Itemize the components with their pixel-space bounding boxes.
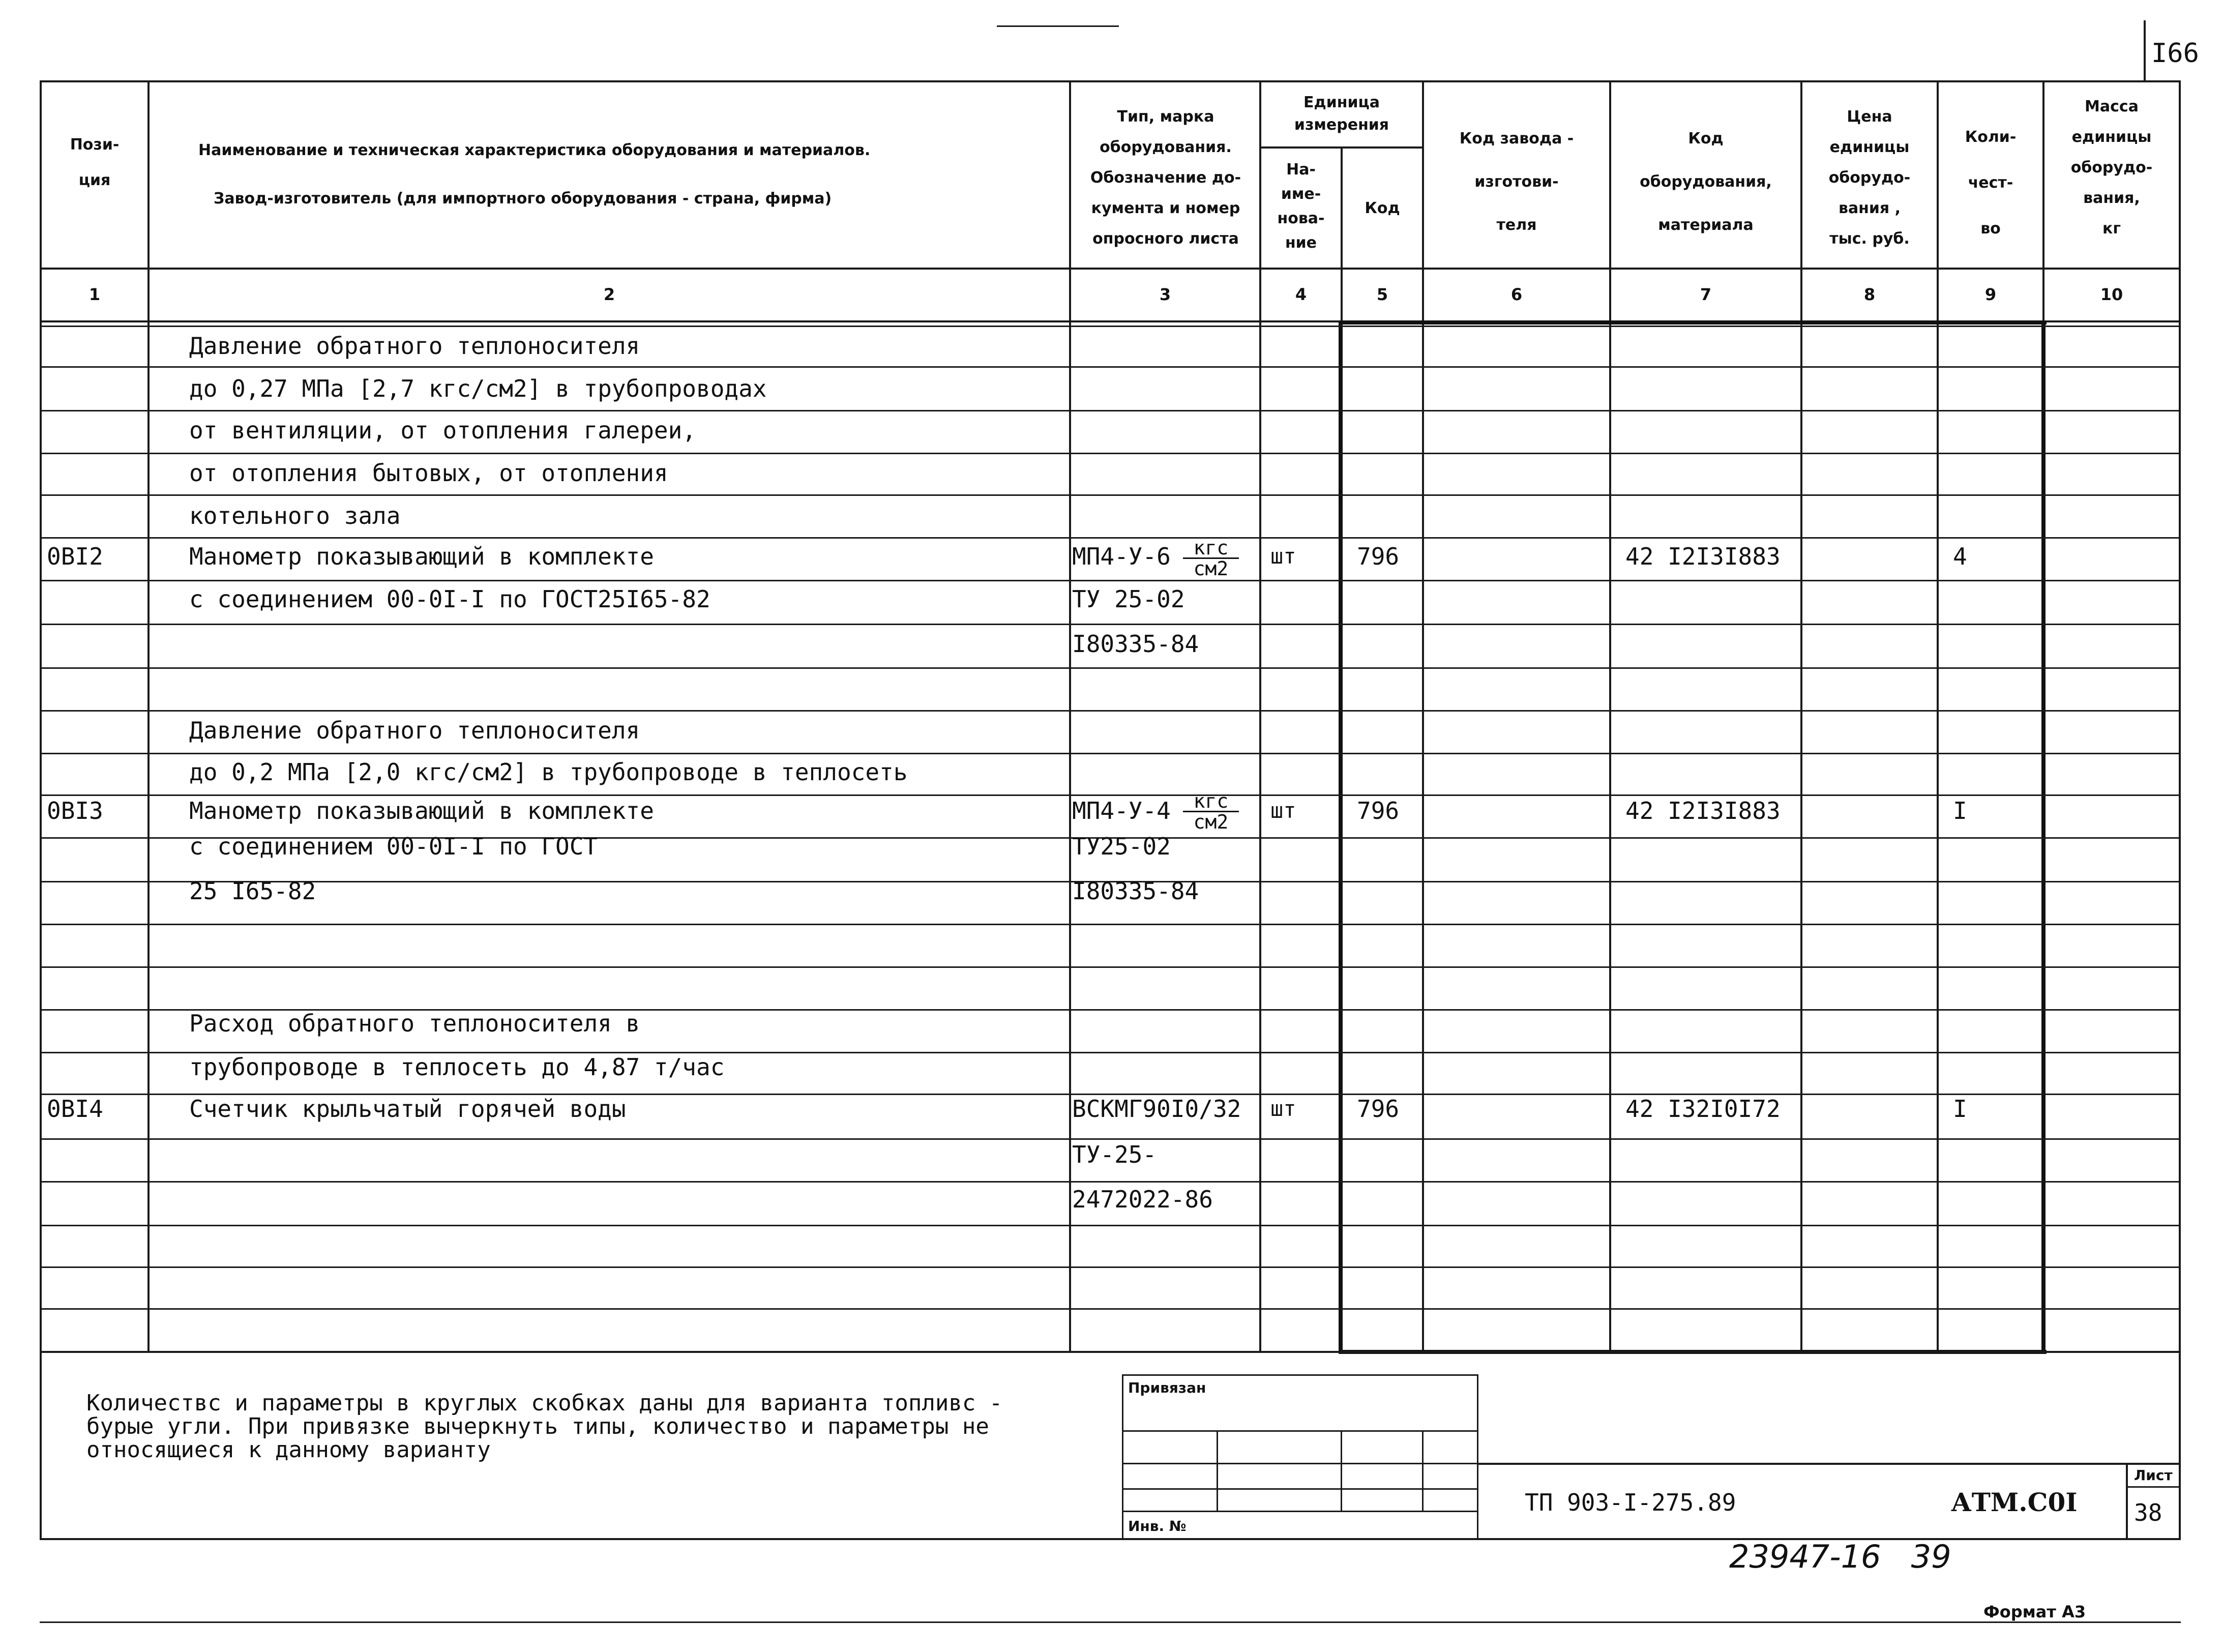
cell-type: ТУ25-02	[1072, 833, 1171, 860]
header-col10-l2: единицы	[2071, 128, 2152, 146]
cell-type: МП4-У-6	[1072, 543, 1171, 570]
header-col6-l3: теля	[1496, 216, 1537, 234]
cell-type: ТУ 25-02	[1072, 585, 1185, 613]
cell-name: с соединением 00-0I-I по ГОСТ25I65-82	[189, 585, 710, 613]
doc-code: ТП 903-I-275.89	[1525, 1489, 1736, 1516]
cell-type: МП4-У-4	[1072, 797, 1171, 824]
header-col4-l2: име-	[1281, 185, 1321, 203]
fraction-kgs-2	[1183, 791, 1239, 832]
fraction-den: см2	[1193, 811, 1229, 833]
cell-quantity: I	[1953, 1095, 1967, 1123]
row-divider	[40, 624, 2181, 625]
cell-type: I80335-84	[1072, 630, 1199, 658]
cell-name: 25 I65-82	[189, 877, 316, 905]
cell-equipment-code: 42 I32I0I72	[1625, 1095, 1781, 1123]
header-col8-l5: тыс. руб.	[1829, 230, 1910, 248]
cell-unit-code: 796	[1357, 797, 1400, 824]
header-col10-l5: кг	[2102, 220, 2121, 238]
col-divider-2	[1069, 80, 1071, 1352]
col-divider-6	[1609, 80, 1611, 1352]
stamp-line	[1341, 1430, 1342, 1512]
header-col9	[1939, 114, 2042, 252]
row-divider	[40, 366, 2181, 368]
handwritten-number: 23947-16 39	[1729, 1538, 1951, 1575]
header-col8-l3: оборудо-	[1828, 169, 1911, 187]
stamp-line	[1122, 1463, 1478, 1464]
footer-note	[86, 1392, 1002, 1462]
header-col1-l1: Пози-	[70, 136, 120, 154]
cell-name: от вентиляции, от отопления галереи,	[189, 417, 696, 444]
sheet-number: 38	[2134, 1499, 2162, 1526]
header-col3	[1072, 102, 1259, 254]
header-col8-l2: единицы	[1829, 138, 1910, 156]
cell-quantity: 4	[1953, 543, 1967, 570]
page-number-border	[2144, 20, 2146, 81]
header-col3-l3: Обозначение до-	[1090, 169, 1241, 187]
format-label: Формат А3	[1983, 1602, 2086, 1621]
fraction-den: см2	[1193, 557, 1229, 580]
header-col6-l1: Код завода -	[1459, 130, 1574, 148]
col-number-5: 5	[1376, 285, 1388, 304]
row-divider	[40, 580, 2181, 581]
header-col7	[1611, 117, 1800, 247]
header-col1-l2: ция	[78, 171, 111, 189]
header-col9-l1: Коли-	[1965, 128, 2017, 146]
col-divider-8	[1937, 80, 1939, 1352]
header-col8-l4: вания ,	[1838, 199, 1901, 217]
stamp-line	[1477, 1374, 1478, 1539]
col-number-8: 8	[1863, 285, 1876, 304]
col-divider-5	[1422, 80, 1424, 1352]
row-divider	[40, 1266, 2181, 1268]
header-col2	[198, 126, 1063, 223]
col-number-1: 1	[88, 285, 101, 304]
fraction-num: кгс	[1183, 791, 1239, 812]
row-divider	[40, 494, 2181, 496]
cell-unit-code: 796	[1357, 1095, 1400, 1123]
cell-type: ТУ-25-	[1072, 1141, 1157, 1168]
page-number: I66	[2151, 38, 2199, 69]
table-top-border	[40, 80, 2181, 82]
sheet-code: АТМ.С0I	[1951, 1487, 2078, 1517]
row-divider	[40, 924, 2181, 925]
cell-quantity: I	[1953, 797, 1967, 824]
title-block-top	[1478, 1463, 2180, 1465]
fraction-kgs-1	[1183, 538, 1239, 578]
cell-type: ВСКМГ90I0/32	[1072, 1095, 1241, 1123]
header-col10-l4: вания,	[2083, 189, 2140, 207]
stamp-line	[1122, 1511, 1478, 1512]
row-divider	[40, 667, 2181, 669]
cell-name: Расход обратного теплоносителя в	[189, 1010, 640, 1037]
header-col3-l5: опросного листа	[1092, 230, 1239, 248]
cell-unit: шт	[1270, 1096, 1296, 1121]
cell-name: Давление обратного теплоносителя	[189, 717, 640, 744]
header-col7-l2: оборудования,	[1640, 173, 1772, 191]
cell-unit: шт	[1270, 544, 1296, 569]
header-col4	[1261, 158, 1341, 255]
col-number-10: 10	[2100, 285, 2123, 304]
header-col3-l2: оборудования.	[1100, 138, 1232, 156]
header-col1	[42, 127, 147, 198]
cell-name: Счетчик крыльчатый горячей воды	[189, 1095, 626, 1123]
cell-position: 0BI2	[47, 543, 103, 570]
bottom-rule	[40, 1621, 2181, 1623]
stamp-privyazan-label: Привязан	[1128, 1379, 1206, 1396]
col-number-6: 6	[1510, 285, 1523, 304]
sheet-label: Лист	[2134, 1467, 2173, 1484]
row-divider	[40, 453, 2181, 454]
stamp-line	[1122, 1488, 1478, 1490]
row-divider	[40, 710, 2181, 712]
table-right-border	[2179, 80, 2181, 1539]
col-number-3: 3	[1159, 285, 1171, 304]
cell-unit-code: 796	[1357, 543, 1400, 570]
cell-name: котельного зала	[189, 502, 401, 529]
header-col10-l3: оборудо-	[2070, 159, 2153, 176]
stamp-line	[1122, 1374, 1478, 1376]
header-col7-l3: материала	[1658, 216, 1754, 234]
header-col4-l3: нова-	[1277, 210, 1325, 227]
stamp-inv-label: Инв. №	[1128, 1518, 1187, 1535]
col-number-7: 7	[1700, 285, 1712, 304]
header-bottom-border	[40, 268, 2181, 270]
header-col10-l1: Масса	[2085, 98, 2139, 115]
top-dash	[997, 25, 1119, 27]
cell-position: 0BI3	[47, 797, 103, 824]
header-col2-l2: Завод-изготовитель (для импортного оборудования - страна, фирма)	[214, 190, 832, 208]
row-divider	[40, 1181, 2181, 1183]
col-number-9: 9	[1984, 285, 1997, 304]
cell-name: Давление обратного теплоносителя	[189, 332, 640, 360]
sheet-box-divider	[2126, 1486, 2180, 1488]
header-col9-l3: во	[1980, 220, 2001, 238]
row-divider	[40, 326, 2181, 327]
header-col9-l2: чест-	[1968, 174, 2013, 192]
header-col3-l1: Тип, марка	[1117, 108, 1214, 126]
note-line-2: бурые угли. При привязке вычеркнуть типы, количество и параметры не	[86, 1413, 989, 1439]
header-col8-l1: Цена	[1847, 108, 1892, 126]
col-divider-3	[1259, 80, 1261, 1352]
cell-equipment-code: 42 I2I3I883	[1625, 797, 1781, 824]
header-col5: Код	[1365, 199, 1400, 217]
row-divider	[40, 966, 2181, 968]
table-body-bottom	[40, 1351, 2181, 1353]
header-col3-l4: кумента и номер	[1091, 199, 1240, 217]
row-divider	[40, 1308, 2181, 1310]
row-divider	[40, 410, 2181, 411]
header-col6	[1424, 117, 1609, 247]
cell-unit: шт	[1270, 798, 1296, 823]
cell-name: трубопроводе в теплосеть до 4,87 т/час	[189, 1053, 725, 1081]
row-divider	[40, 753, 2181, 754]
cell-name: с соединением 00-0I-I по ГОСТ	[189, 833, 598, 860]
cell-type: 2472022-86	[1072, 1186, 1213, 1213]
header-unit-top	[1261, 92, 1422, 136]
stamp-line	[1122, 1374, 1123, 1539]
cell-name: до 0,27 МПа [2,7 кгс/см2] в трубопроводах	[189, 375, 767, 402]
fraction-num: кгс	[1183, 538, 1239, 559]
cell-name: Манометр показывающий в комплекте	[189, 797, 654, 824]
row-divider	[40, 1225, 2181, 1226]
cell-name: Манометр показывающий в комплекте	[189, 543, 654, 570]
stamp-line	[1122, 1430, 1478, 1432]
header-col4-l1: На-	[1286, 161, 1316, 179]
cell-equipment-code: 42 I2I3I883	[1625, 543, 1781, 570]
cell-name: до 0,2 МПа [2,0 кгс/см2] в трубопроводе в теплосеть	[189, 758, 908, 786]
note-line-3: относящиеся к данному варианту	[86, 1437, 491, 1463]
row-divider	[40, 537, 2181, 539]
stamp-line	[1422, 1430, 1424, 1512]
col-divider-7	[1800, 80, 1802, 1352]
col-number-4: 4	[1295, 285, 1307, 304]
header-col6-l2: изготови-	[1474, 173, 1559, 191]
header-col8	[1802, 102, 1937, 254]
stamp-line	[1217, 1430, 1218, 1512]
header-col7-l1: Код	[1688, 130, 1724, 148]
header-unit-l2: измерения	[1294, 116, 1389, 134]
col-divider-1	[147, 80, 150, 1352]
cell-name: от отопления бытовых, от отопления	[189, 459, 668, 487]
cell-type: I80335-84	[1072, 877, 1199, 905]
note-line-1: Количествс и параметры в круглых скобках даны для варианта топливс -	[86, 1390, 1003, 1416]
sheet-box-left	[2126, 1463, 2128, 1539]
header-col4-l4: ние	[1285, 234, 1317, 252]
header-col10	[2044, 92, 2179, 244]
header-unit-l1: Единица	[1303, 94, 1380, 111]
thick-frame-top	[1341, 320, 2047, 324]
header-col2-l1: Наименование и техническая характеристика оборудования и материалов.	[198, 141, 871, 159]
col-number-2: 2	[603, 285, 615, 304]
cell-position: 0BI4	[47, 1095, 103, 1123]
